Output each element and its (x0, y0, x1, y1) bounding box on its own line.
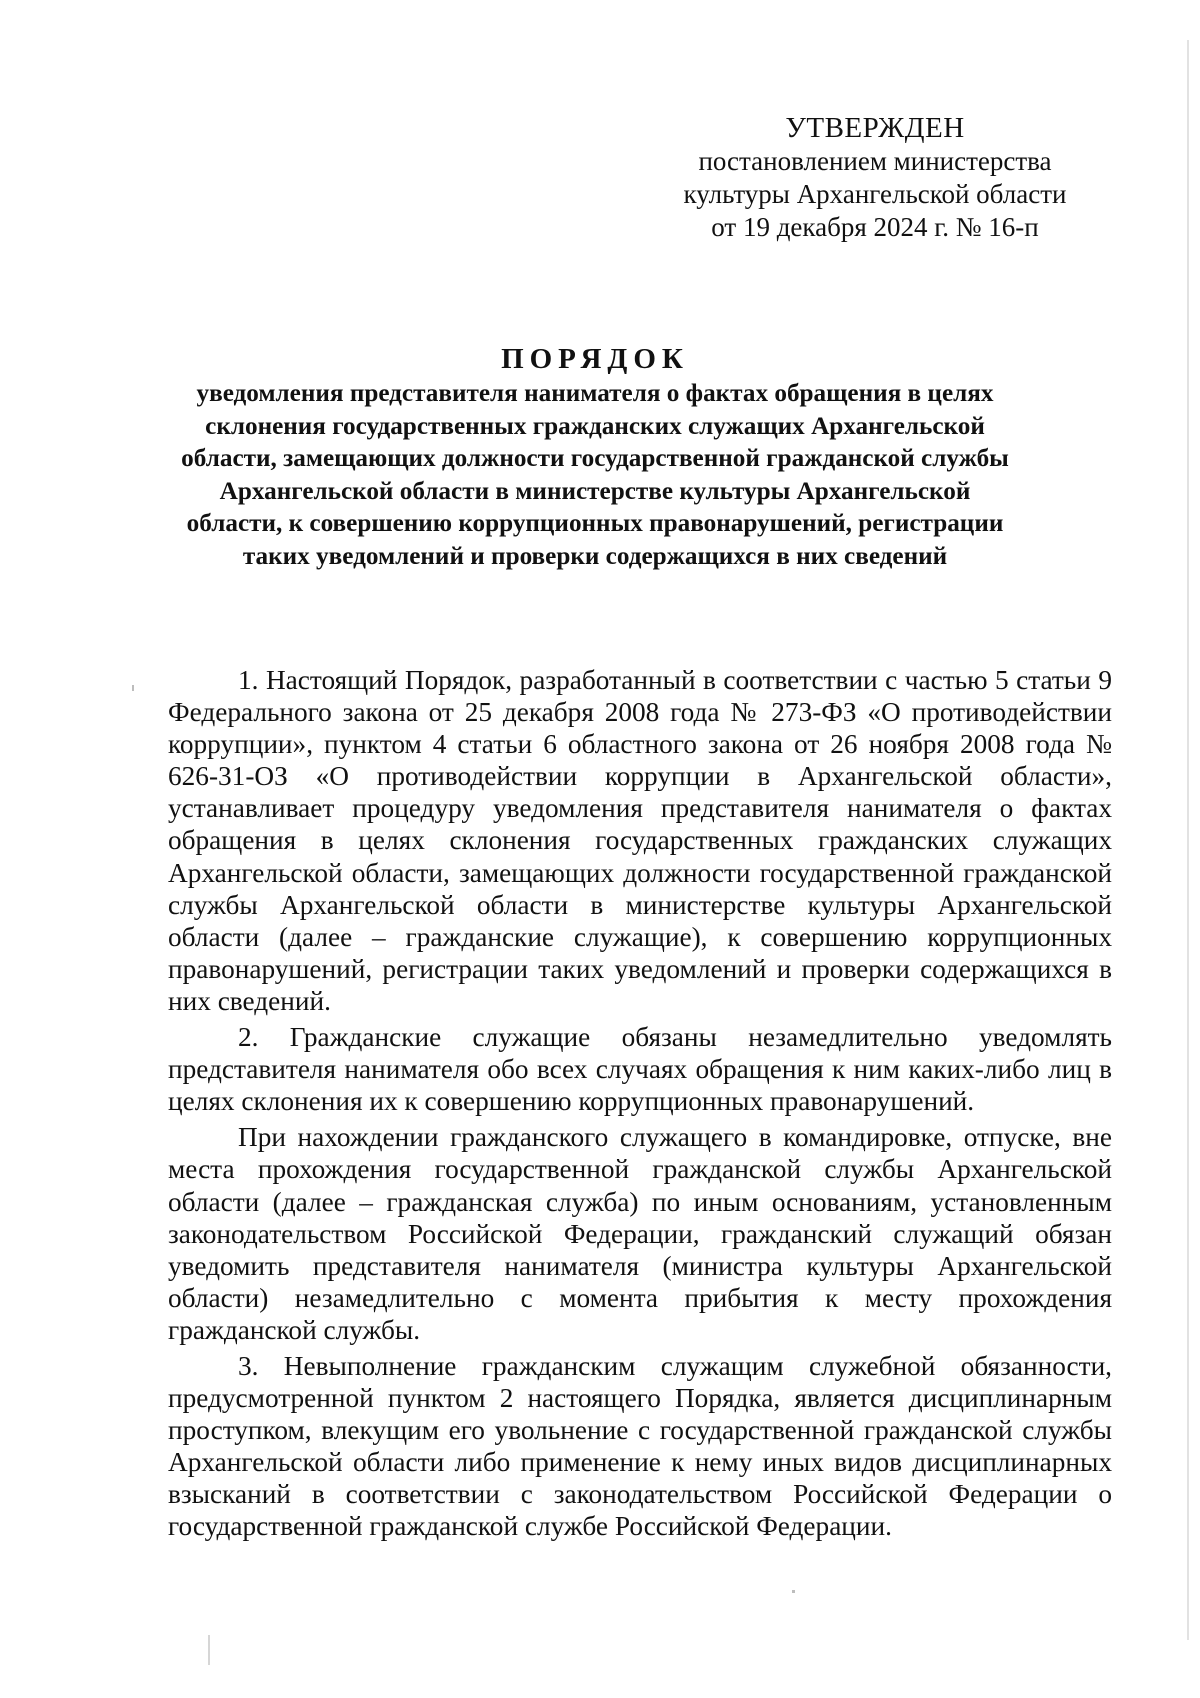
approval-block (640, 112, 1110, 244)
document-subtitle: уведомления представителя нанимателя о фактах обращения в целях склонения государственных гражданских служащих Архангельской области, замещающих должности государственной гражданской службы Архангельской области в министерстве культуры Архангельской области, к совершению коррупционных правонарушений, регистрации таких уведомлений и проверки содержащихся в них сведений (181, 380, 1009, 570)
document-body (168, 664, 1112, 1547)
approval-line-3: от 19 декабря 2024 г. № 16-п (711, 212, 1039, 242)
approval-line-2: культуры Архангельской области (683, 179, 1067, 209)
scan-edge-mark (1187, 40, 1189, 1640)
scan-speck (792, 1590, 795, 1593)
scan-speck (208, 1635, 210, 1665)
paragraph-2: 2. Гражданские служащие обязаны незамедлительно уведомлять представителя нанимателя обо всех случаях обращения к ним каких-либо лиц в целях склонения их к совершению коррупционных правонарушений. (168, 1022, 1112, 1117)
document-title: ПОРЯДОК (501, 343, 689, 375)
paragraph-3: При нахождении гражданского служащего в командировке, отпуске, вне места прохождения государственной гражданской службы Архангельской области (далее – гражданская служба) по иным основаниям, установленным законодательством Российской Федерации, гражданский служащий обязан уведомить представителя нанимателя (министра культуры Архангельской области) незамедлительно с момента прибытия к месту прохождения гражданской службы. (168, 1122, 1112, 1345)
approval-line-1: постановлением министерства (698, 146, 1052, 176)
scan-speck (132, 685, 134, 691)
document-heading (180, 340, 1010, 573)
paragraph-4: 3. Невыполнение гражданским служащим служебной обязанности, предусмотренной пунктом 2 настоящего Порядка, является дисциплинарным проступком, влекущим его увольнение с государственной гражданской службы Архангельской области либо применение к нему иных видов дисциплинарных взысканий в соответствии с законодательством Российской Федерации о государственной гражданской службе Российской Федерации. (168, 1350, 1112, 1542)
approval-title: УТВЕРЖДЕН (785, 112, 965, 144)
paragraph-1: 1. Настоящий Порядок, разработанный в соответствии с частью 5 статьи 9 Федерального закона от 25 декабря 2008 года № 273-ФЗ «О противодействии коррупции», пунктом 4 статьи 6 областного закона от 26 ноября 2008 года № 626-31-ОЗ «О противодействии коррупции в Архангельской области», устанавливает процедуру уведомления представителя нанимателя о фактах обращения в целях склонения государственных гражданских служащих Архангельской области, замещающих должности государственной гражданской службы Архангельской области в министерстве культуры Архангельской области (далее – гражданские служащие), к совершению коррупционных правонарушений, регистрации таких уведомлений и проверки содержащихся в них сведений. (168, 665, 1112, 1016)
